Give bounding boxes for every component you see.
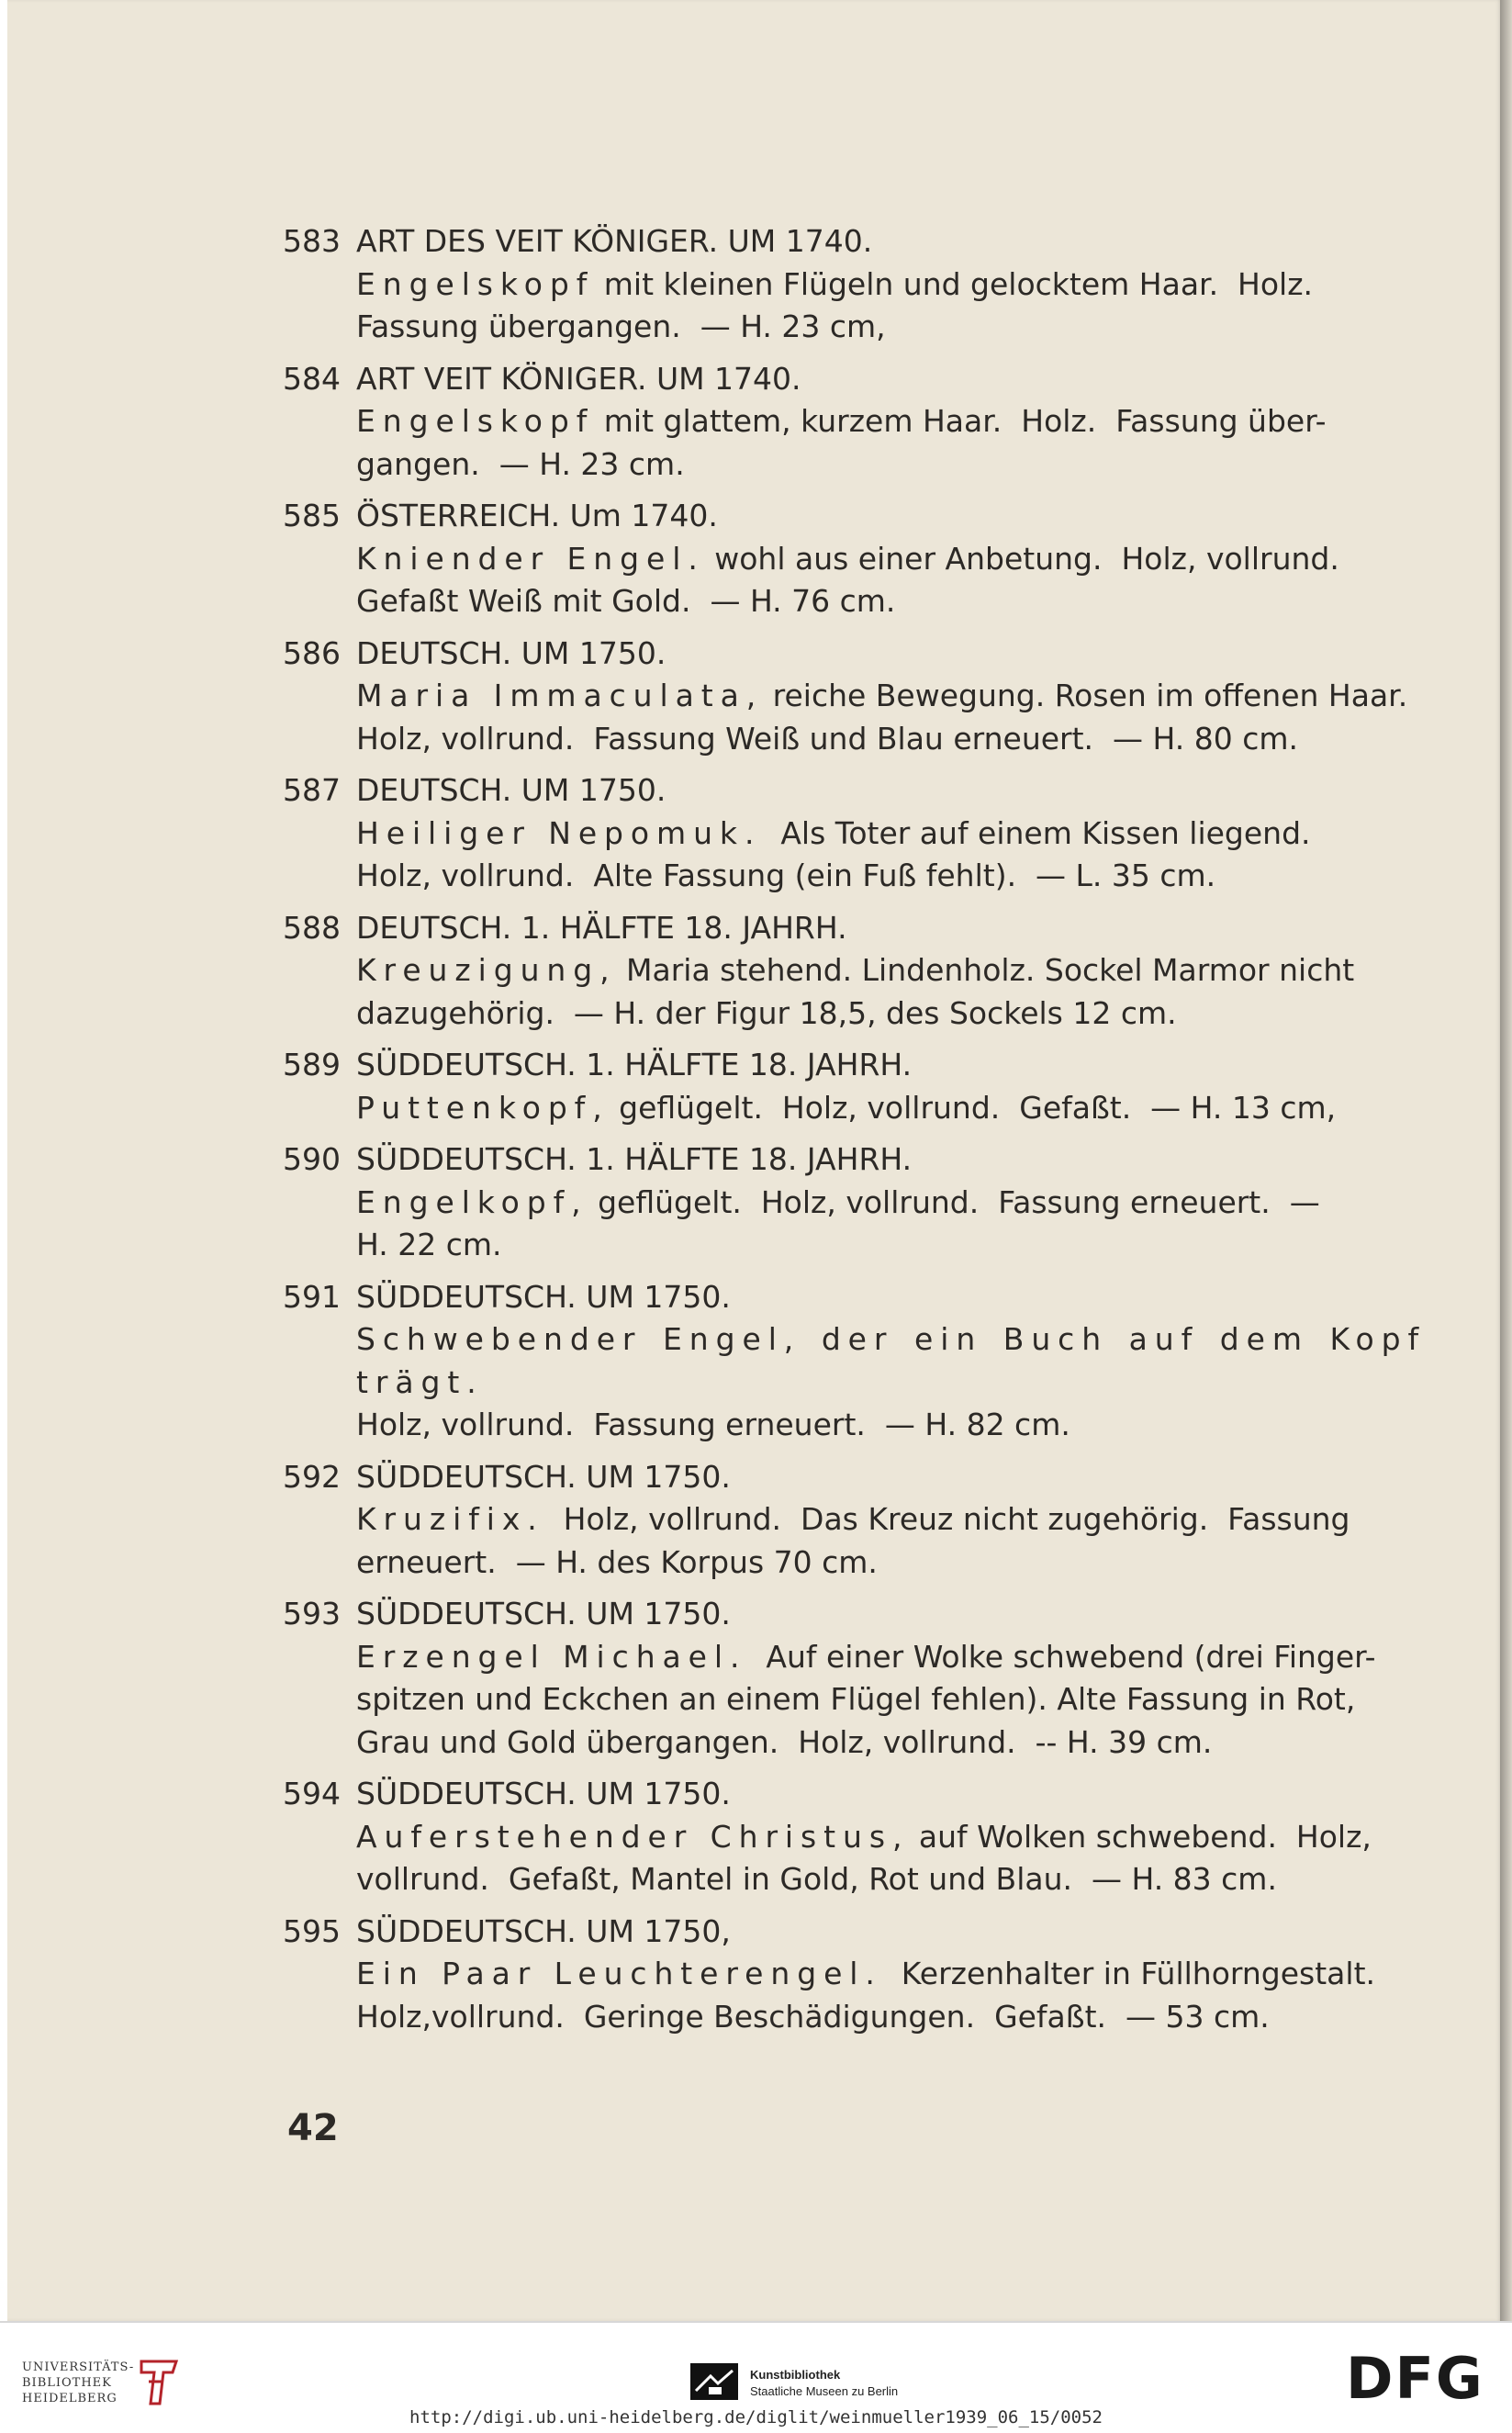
entry-heading-row bbox=[283, 1593, 1426, 1636]
entry-origin-date: SÜDDEUTSCH. 1. HÄLFTE 18. JAHRH. bbox=[356, 1141, 913, 1177]
description-text: dazugehörig. — H. der Figur 18,5, des Sockels 12 cm. bbox=[356, 994, 1177, 1031]
description-text: Holz, vollrund. Alte Fassung (ein Fuß fehlt). — L. 35 cm. bbox=[356, 858, 1216, 893]
description-text: geflügelt. Holz, vollrund. Fassung erneuert. — bbox=[588, 1183, 1320, 1220]
lot-number: 585 bbox=[283, 498, 341, 533]
kunstbibliothek-logo-icon[interactable] bbox=[690, 2363, 738, 2400]
entry-description bbox=[356, 400, 1426, 486]
description-line bbox=[356, 1858, 1426, 1901]
description-text: mit kleinen Flügeln und gelocktem Haar. Holz. bbox=[594, 265, 1314, 302]
description-text: Kerzenhalter in Füllhorngestalt. bbox=[881, 1956, 1375, 1991]
entry-description bbox=[356, 949, 1426, 1035]
object-title: Engelskopf bbox=[356, 403, 595, 439]
entry-origin-date: SÜDDEUTSCH. UM 1750. bbox=[356, 1596, 731, 1631]
entry-description bbox=[356, 1318, 1426, 1447]
description-text: Holz, vollrund. Fassung Weiß und Blau erneuert. — H. 80 cm. bbox=[356, 720, 1298, 757]
object-title: Heiliger Nepomuk. bbox=[356, 814, 762, 851]
lot-number: 583 bbox=[283, 223, 341, 259]
description-text: Als Toter auf einem Kissen liegend. bbox=[761, 814, 1311, 851]
entry-heading-row bbox=[283, 769, 1426, 813]
description-text: reiche Bewegung. Rosen im offenen Haar. bbox=[763, 678, 1408, 713]
catalog-entries bbox=[283, 220, 1426, 2047]
description-text: Holz, vollrund. Fassung erneuert. — H. 82 cm. bbox=[356, 1407, 1070, 1442]
description-text: Auf einer Wolke schwebend (drei Finger- bbox=[746, 1638, 1376, 1675]
description-line bbox=[356, 1636, 1426, 1679]
entry-description bbox=[356, 813, 1426, 898]
object-title: Kruzifix. bbox=[356, 1501, 544, 1537]
description-line bbox=[356, 1498, 1426, 1542]
description-line bbox=[356, 1996, 1426, 2039]
object-title: Kreuzigung, bbox=[356, 952, 617, 988]
description-line bbox=[356, 538, 1426, 581]
entry-heading-row bbox=[283, 1773, 1426, 1816]
description-text: Holz,vollrund. Geringe Beschädigungen. Gefaßt. — 53 cm. bbox=[356, 1998, 1270, 2035]
entry-origin-date: SÜDDEUTSCH. UM 1750. bbox=[356, 1278, 731, 1315]
description-line bbox=[356, 306, 1426, 349]
lot-number: 589 bbox=[283, 1047, 341, 1082]
catalog-entry bbox=[283, 495, 1426, 623]
entry-origin-date: DEUTSCH. UM 1750. bbox=[356, 772, 666, 808]
kunstbibliothek-label bbox=[750, 2367, 898, 2400]
object-title: Kniender Engel. bbox=[356, 540, 705, 577]
description-text: mit glattem, kurzem Haar. Holz. Fassung über- bbox=[594, 403, 1327, 439]
entry-description bbox=[356, 1953, 1426, 2038]
entry-origin-date: DEUTSCH. UM 1750. bbox=[356, 634, 666, 671]
object-title: Erzengel Michael. bbox=[356, 1638, 747, 1675]
entry-description bbox=[356, 263, 1426, 349]
catalog-entry bbox=[283, 220, 1426, 349]
description-text: erneuert. — H. des Korpus 70 cm. bbox=[356, 1543, 878, 1580]
entry-description bbox=[356, 1087, 1426, 1130]
catalog-entry bbox=[283, 633, 1426, 761]
entry-origin-date: DEUTSCH. 1. HÄLFTE 18. JAHRH. bbox=[356, 909, 847, 946]
lot-number: 593 bbox=[283, 1596, 341, 1631]
object-title: Puttenkopf, bbox=[356, 1089, 610, 1126]
entry-heading-row bbox=[283, 495, 1426, 538]
catalog-entry bbox=[283, 907, 1426, 1036]
description-line bbox=[356, 1318, 1426, 1404]
catalog-entry bbox=[283, 1456, 1426, 1585]
entry-heading-row bbox=[283, 1276, 1426, 1319]
entry-heading-row bbox=[283, 1044, 1426, 1087]
description-line bbox=[356, 443, 1426, 487]
entry-heading-row bbox=[283, 633, 1426, 676]
library-logo-line: BIBLIOTHEK bbox=[22, 2376, 112, 2390]
lot-number: 591 bbox=[283, 1278, 341, 1315]
description-text: Maria stehend. Lindenholz. Sockel Marmor nicht bbox=[616, 952, 1355, 988]
description-line bbox=[356, 263, 1426, 307]
object-title: Maria Immaculata, bbox=[356, 678, 764, 713]
entry-description bbox=[356, 1498, 1426, 1584]
entry-origin-date: SÜDDEUTSCH. UM 1750. bbox=[356, 1458, 731, 1495]
description-text: wohl aus einer Anbetung. Holz, vollrund. bbox=[704, 540, 1339, 577]
catalog-entry bbox=[283, 1593, 1426, 1764]
entry-description bbox=[356, 1182, 1426, 1267]
description-line bbox=[356, 1678, 1426, 1721]
object-title: Engelkopf, bbox=[356, 1183, 588, 1220]
description-text: gangen. — H. 23 cm. bbox=[356, 445, 685, 482]
source-url-link[interactable]: http://digi.ub.uni-heidelberg.de/diglit/weinmueller1939_06_15/0052 bbox=[409, 2407, 1103, 2427]
description-line bbox=[356, 1542, 1426, 1585]
entry-origin-date: SÜDDEUTSCH. 1. HÄLFTE 18. JAHRH. bbox=[356, 1047, 913, 1082]
lot-number: 587 bbox=[283, 772, 341, 808]
scanned-page bbox=[7, 0, 1504, 2321]
library-logo-line: HEIDELBERG bbox=[22, 2392, 118, 2405]
page-number: 42 bbox=[287, 2107, 339, 2149]
entry-origin-date: SÜDDEUTSCH. UM 1750. bbox=[356, 1776, 731, 1811]
description-text: auf Wolken schwebend. Holz, bbox=[909, 1818, 1372, 1855]
catalog-entry bbox=[283, 1044, 1426, 1129]
description-line bbox=[356, 1404, 1426, 1447]
catalog-entry bbox=[283, 1138, 1426, 1267]
lot-number: 594 bbox=[283, 1776, 341, 1811]
entry-origin-date: SÜDDEUTSCH. UM 1750, bbox=[356, 1912, 731, 1949]
description-text: H. 22 cm. bbox=[356, 1227, 502, 1262]
entry-origin-date: ART VEIT KÖNIGER. UM 1740. bbox=[356, 360, 801, 397]
description-text: Gefaßt Weiß mit Gold. — H. 76 cm. bbox=[356, 583, 896, 619]
entry-heading-row bbox=[283, 907, 1426, 950]
description-line bbox=[356, 1087, 1426, 1130]
entry-description bbox=[356, 1636, 1426, 1765]
description-line bbox=[356, 1224, 1426, 1267]
page-edge-shadow bbox=[1500, 0, 1512, 2321]
object-title: Ein Paar Leuchterengel. bbox=[356, 1956, 882, 1991]
footer-bar bbox=[0, 2321, 1512, 2433]
lot-number: 595 bbox=[283, 1912, 341, 1949]
lot-number: 588 bbox=[283, 909, 341, 946]
description-text: spitzen und Eckchen an einem Flügel fehlen). Alte Fassung in Rot, bbox=[356, 1681, 1356, 1717]
description-line bbox=[356, 949, 1426, 992]
object-title: Engelskopf bbox=[356, 265, 595, 302]
description-text: Fassung übergangen. — H. 23 cm, bbox=[356, 308, 886, 344]
entry-heading-row bbox=[283, 220, 1426, 263]
description-line bbox=[356, 813, 1426, 856]
description-text: Holz, vollrund. Das Kreuz nicht zugehörig. Fassung bbox=[543, 1501, 1350, 1537]
description-text: Grau und Gold übergangen. Holz, vollrund. -- H. 39 cm. bbox=[356, 1723, 1213, 1760]
description-text: vollrund. Gefaßt, Mantel in Gold, Rot und Blau. — H. 83 cm. bbox=[356, 1861, 1277, 1897]
entry-description bbox=[356, 1816, 1426, 1901]
kunstbibliothek-name: Kunstbibliothek bbox=[750, 2368, 841, 2382]
description-line bbox=[356, 580, 1426, 623]
description-line bbox=[356, 1182, 1426, 1225]
entry-heading-row bbox=[283, 1911, 1426, 1954]
description-text: geflügelt. Holz, vollrund. Gefaßt. — H. 13 cm, bbox=[609, 1089, 1337, 1126]
dfg-logo[interactable]: DFG bbox=[1346, 2345, 1484, 2412]
entry-description bbox=[356, 675, 1426, 760]
entry-origin-date: ART DES VEIT KÖNIGER. UM 1740. bbox=[356, 223, 873, 259]
description-line bbox=[356, 1816, 1426, 1859]
lot-number: 586 bbox=[283, 634, 341, 671]
entry-heading-row bbox=[283, 358, 1426, 401]
object-title: Schwebender Engel, der ein Buch auf dem Kopf trägt. bbox=[356, 1321, 1426, 1400]
catalog-entry bbox=[283, 358, 1426, 487]
description-line bbox=[356, 855, 1426, 898]
lot-number: 590 bbox=[283, 1141, 341, 1177]
description-line bbox=[356, 675, 1426, 718]
catalog-entry bbox=[283, 1773, 1426, 1901]
library-emblem-icon bbox=[136, 2354, 182, 2407]
catalog-entry bbox=[283, 1911, 1426, 2039]
lot-number: 584 bbox=[283, 360, 341, 397]
entry-description bbox=[356, 538, 1426, 623]
description-line bbox=[356, 400, 1426, 443]
catalog-entry bbox=[283, 769, 1426, 898]
catalog-entry bbox=[283, 1276, 1426, 1447]
university-library-logo[interactable] bbox=[22, 2360, 134, 2406]
description-line bbox=[356, 1953, 1426, 1996]
library-logo-line: UNIVERSITÄTS- bbox=[22, 2360, 135, 2374]
entry-heading-row bbox=[283, 1456, 1426, 1499]
description-line bbox=[356, 1721, 1426, 1765]
entry-heading-row bbox=[283, 1138, 1426, 1182]
entry-origin-date: ÖSTERREICH. Um 1740. bbox=[356, 498, 718, 533]
description-line bbox=[356, 992, 1426, 1036]
kunstbibliothek-subtitle: Staatliche Museen zu Berlin bbox=[750, 2384, 899, 2398]
lot-number: 592 bbox=[283, 1458, 341, 1495]
object-title: Auferstehender Christus, bbox=[356, 1818, 910, 1855]
description-line bbox=[356, 718, 1426, 761]
